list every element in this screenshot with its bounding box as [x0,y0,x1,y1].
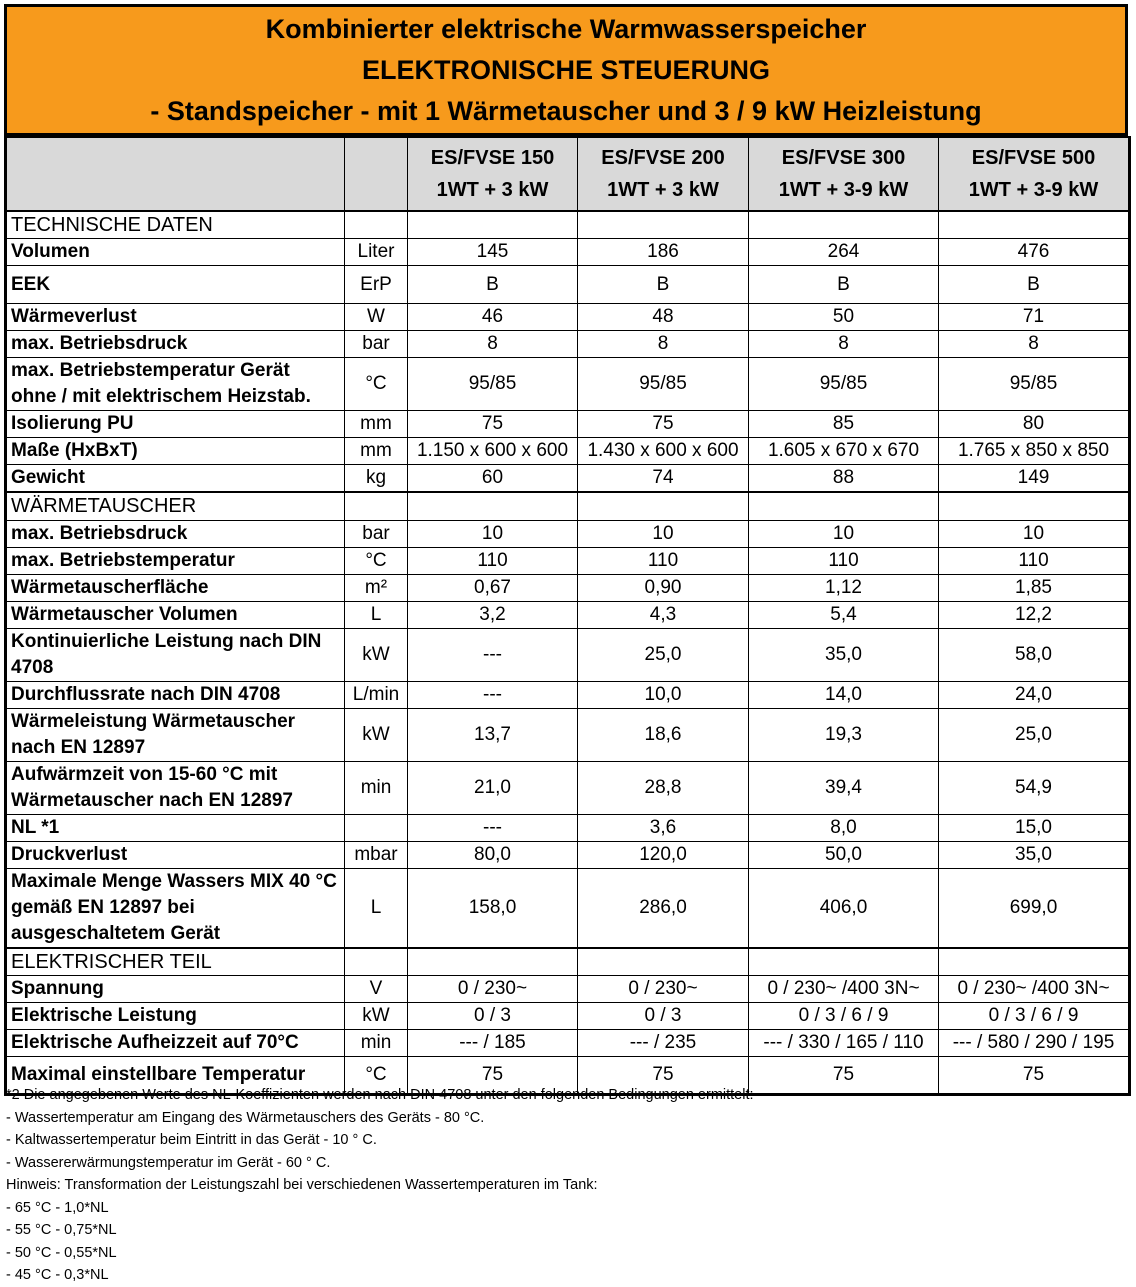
value-cell: 264 [749,239,939,266]
model-config: 1WT + 3 kW [436,179,549,201]
value-cell: 14,0 [749,681,939,708]
row-label: Wärmeleistung Wärmetauscher nach EN 12897 [6,708,345,761]
empty-cell [345,211,408,239]
row-label: Druckverlust [6,841,345,868]
value-cell: 0 / 230~ [578,976,749,1003]
value-cell: 10 [749,520,939,547]
value-cell: 110 [749,547,939,574]
row-label: Gewicht [6,465,345,493]
spec-row [6,601,1130,628]
spec-row [6,708,1130,761]
row-label: Wärmeverlust [6,304,345,331]
row-label: max. Betriebsdruck [6,331,345,358]
row-label: Volumen [6,239,345,266]
value-cell: 95/85 [408,358,578,411]
footnotes [6,1084,1126,1287]
value-cell: 0 / 230~ /400 3N~ [939,976,1130,1003]
footnote-line: - Kaltwassertemperatur beim Eintritt in das Gerät - 10 ° C. [6,1132,377,1148]
row-label: Maximal einstellbare Temperatur [6,1057,345,1095]
row-label: Elektrische Aufheizzeit auf 70°C [6,1030,345,1057]
value-cell: 3,2 [408,601,578,628]
spec-row [6,239,1130,266]
value-cell: 35,0 [939,841,1130,868]
row-label: max. Betriebsdruck [6,520,345,547]
value-cell: 58,0 [939,628,1130,681]
value-cell: 75 [939,1057,1130,1095]
title-banner [4,4,1128,136]
value-cell: 24,0 [939,681,1130,708]
row-unit: L [345,868,408,948]
footnote-line: Hinweis: Transformation der Leistungszahl bei verschiedenen Wassertemperaturen im Tank: [6,1177,598,1193]
value-cell: 186 [578,239,749,266]
spec-row [6,1003,1130,1030]
spec-row [6,814,1130,841]
value-cell: 95/85 [939,358,1130,411]
row-unit: mm [345,438,408,465]
row-label: Wärmetauscherfläche [6,574,345,601]
spec-row [6,411,1130,438]
value-cell: --- / 580 / 290 / 195 [939,1030,1130,1057]
row-label: Maximale Menge Wassers MIX 40 °C gemäß EN 12897 bei ausgeschaltetem Gerät [6,868,345,948]
value-cell: 110 [578,547,749,574]
spec-row [6,1030,1130,1057]
value-cell: 10,0 [578,681,749,708]
value-cell: 8 [749,331,939,358]
spec-row [6,547,1130,574]
empty-cell [408,948,578,976]
value-cell: 1.605 x 670 x 670 [749,438,939,465]
value-cell: 699,0 [939,868,1130,948]
value-cell: 406,0 [749,868,939,948]
row-label: EEK [6,266,345,304]
value-cell: --- [408,681,578,708]
value-cell: 0 / 3 [408,1003,578,1030]
value-cell: 110 [408,547,578,574]
value-cell: 28,8 [578,761,749,814]
empty-cell [749,948,939,976]
value-cell: 50,0 [749,841,939,868]
value-cell: 25,0 [578,628,749,681]
spec-row [6,868,1130,948]
model-header [578,137,749,211]
row-unit: kW [345,628,408,681]
row-unit: °C [345,547,408,574]
value-cell: 50 [749,304,939,331]
value-cell: 0,90 [578,574,749,601]
value-cell: 8 [578,331,749,358]
row-label: Elektrische Leistung [6,1003,345,1030]
spec-row [6,520,1130,547]
row-unit: bar [345,331,408,358]
value-cell: B [749,266,939,304]
value-cell: 5,4 [749,601,939,628]
spec-row [6,628,1130,681]
value-cell: 48 [578,304,749,331]
value-cell: 120,0 [578,841,749,868]
row-unit: °C [345,358,408,411]
value-cell: 60 [408,465,578,493]
value-cell: 80 [939,411,1130,438]
row-unit: m² [345,574,408,601]
footnote-line: *2 Die angegebenen Werte des NL-Koeffizienten werden nach DIN 4708 unter den folgenden Bedingungen ermittelt: [6,1087,754,1103]
model-header [939,137,1130,211]
header-label-cell [6,137,345,211]
row-label: Spannung [6,976,345,1003]
value-cell: 12,2 [939,601,1130,628]
value-cell: 46 [408,304,578,331]
value-cell: 39,4 [749,761,939,814]
value-cell: 1.430 x 600 x 600 [578,438,749,465]
value-cell: 1.765 x 850 x 850 [939,438,1130,465]
model-config: 1WT + 3 kW [607,179,719,201]
row-unit: kg [345,465,408,493]
value-cell: 1,12 [749,574,939,601]
title-line-3: - Standspeicher - mit 1 Wärmetauscher und 3 / 9 kW Heizleistung [150,95,982,126]
value-cell: 80,0 [408,841,578,868]
model-name: ES/FVSE 300 [781,147,906,169]
value-cell: 25,0 [939,708,1130,761]
spec-row [6,761,1130,814]
title-line-1: Kombinierter elektrische Warmwasserspeicher [265,13,867,44]
value-cell: --- [408,814,578,841]
value-cell: 1,85 [939,574,1130,601]
value-cell: 75 [408,1057,578,1095]
row-unit: L/min [345,681,408,708]
value-cell: 3,6 [578,814,749,841]
empty-cell [408,492,578,520]
model-name: ES/FVSE 500 [971,147,1096,169]
row-label: max. Betriebstemperatur [6,547,345,574]
model-header [408,137,578,211]
value-cell: 95/85 [749,358,939,411]
header-unit-cell [345,137,408,211]
spec-row [6,574,1130,601]
row-label: Wärmetauscher Volumen [6,601,345,628]
value-cell: 110 [939,547,1130,574]
value-cell: 0,67 [408,574,578,601]
value-cell: 8 [408,331,578,358]
row-label: max. Betriebstemperatur Gerät ohne / mit elektrischem Heizstab. [6,358,345,411]
value-cell: 0 / 3 / 6 / 9 [939,1003,1130,1030]
row-unit: mm [345,411,408,438]
empty-cell [939,211,1130,239]
footnote-line: - 45 °C - 0,3*NL [6,1267,109,1283]
footnote-line: - 50 °C - 0,55*NL [6,1244,117,1261]
empty-cell [939,492,1130,520]
row-label: Kontinuierliche Leistung nach DIN 4708 [6,628,345,681]
row-unit: min [345,1030,408,1057]
row-unit: ErP [345,266,408,304]
row-label: NL *1 [6,814,345,841]
row-unit [345,814,408,841]
value-cell: 10 [408,520,578,547]
footnote-line: - 65 °C - 1,0*NL [6,1199,109,1216]
section-header-row [6,492,1130,520]
row-unit: min [345,761,408,814]
row-unit: W [345,304,408,331]
section-title: WÄRMETAUSCHER [6,492,345,520]
value-cell: 15,0 [939,814,1130,841]
value-cell: 13,7 [408,708,578,761]
empty-cell [345,948,408,976]
row-unit: kW [345,1003,408,1030]
value-cell: 75 [749,1057,939,1095]
value-cell: 75 [408,411,578,438]
model-config: 1WT + 3-9 kW [778,179,909,201]
value-cell: B [578,266,749,304]
spec-row [6,841,1130,868]
value-cell: 8,0 [749,814,939,841]
value-cell: 85 [749,411,939,438]
model-name: ES/FVSE 150 [430,147,555,169]
row-unit: L [345,601,408,628]
value-cell: 19,3 [749,708,939,761]
value-cell: B [939,266,1130,304]
section-header-row [6,211,1130,239]
row-label: Durchflussrate nach DIN 4708 [6,681,345,708]
section-header-row [6,948,1130,976]
value-cell: 75 [578,411,749,438]
value-cell: 54,9 [939,761,1130,814]
empty-cell [749,492,939,520]
row-unit: mbar [345,841,408,868]
value-cell: 158,0 [408,868,578,948]
footnote-line: - Wassertemperatur am Eingang des Wärmetauschers des Geräts - 80 °C. [6,1109,485,1126]
empty-cell [939,948,1130,976]
value-cell: 74 [578,465,749,493]
spec-sheet [4,4,1128,1096]
row-unit: V [345,976,408,1003]
model-header [749,137,939,211]
value-cell: 1.150 x 600 x 600 [408,438,578,465]
footnote-line: - Wassererwärmungstemperatur im Gerät - 60 ° C. [6,1154,331,1171]
value-cell: 95/85 [578,358,749,411]
spec-row [6,358,1130,411]
footnote-line: - 55 °C - 0,75*NL [6,1222,117,1238]
row-label: Maße (HxBxT) [6,438,345,465]
model-name: ES/FVSE 200 [601,147,725,169]
title-line-2: ELEKTRONISCHE STEUERUNG [361,54,771,85]
value-cell: --- / 330 / 165 / 110 [749,1030,939,1057]
value-cell: 18,6 [578,708,749,761]
spec-row [6,304,1130,331]
value-cell: 21,0 [408,761,578,814]
value-cell: 0 / 3 [578,1003,749,1030]
spec-row [6,438,1130,465]
empty-cell [408,211,578,239]
value-cell: --- / 235 [578,1030,749,1057]
row-unit: °C [345,1057,408,1095]
empty-cell [578,948,749,976]
value-cell: 8 [939,331,1130,358]
spec-row [6,331,1130,358]
empty-cell [345,492,408,520]
row-unit: bar [345,520,408,547]
value-cell: 71 [939,304,1130,331]
value-cell: 286,0 [578,868,749,948]
row-label: Isolierung PU [6,411,345,438]
empty-cell [578,492,749,520]
row-unit: Liter [345,239,408,266]
section-title: TECHNISCHE DATEN [6,211,345,239]
value-cell: 476 [939,239,1130,266]
spec-row [6,465,1130,493]
value-cell: 0 / 3 / 6 / 9 [749,1003,939,1030]
empty-cell [749,211,939,239]
value-cell: 35,0 [749,628,939,681]
value-cell: B [408,266,578,304]
spec-row [6,681,1130,708]
spec-row [6,976,1130,1003]
value-cell: 4,3 [578,601,749,628]
value-cell: 10 [939,520,1130,547]
spec-row [6,266,1130,304]
value-cell: 75 [578,1057,749,1095]
value-cell: 0 / 230~ [408,976,578,1003]
header-row [6,137,1130,211]
section-title: ELEKTRISCHER TEIL [6,948,345,976]
value-cell: --- / 185 [408,1030,578,1057]
spec-table [4,136,1131,1096]
empty-cell [578,211,749,239]
row-label: Aufwärmzeit von 15-60 °C mit Wärmetauscher nach EN 12897 [6,761,345,814]
value-cell: 0 / 230~ /400 3N~ [749,976,939,1003]
value-cell: 149 [939,465,1130,493]
model-config: 1WT + 3-9 kW [968,179,1099,201]
value-cell: 88 [749,465,939,493]
value-cell: 145 [408,239,578,266]
value-cell: --- [408,628,578,681]
value-cell: 10 [578,520,749,547]
row-unit: kW [345,708,408,761]
